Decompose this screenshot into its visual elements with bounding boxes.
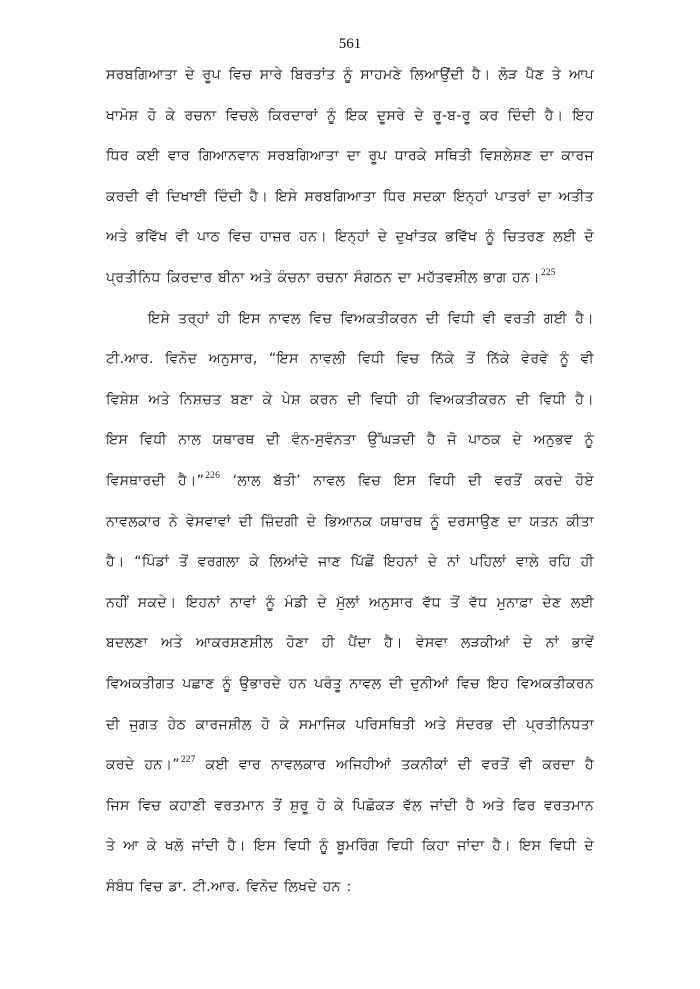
word: ਦਾ xyxy=(507,513,522,530)
word: ਨੇ xyxy=(168,513,178,530)
word: ਦੀ xyxy=(238,513,253,530)
word: ਦਿਖਾਈ xyxy=(166,188,208,205)
word: ਵਿਸ਼ਲੇਸ਼ਣ xyxy=(479,148,532,165)
word: ਕਿਹਾ xyxy=(421,838,450,855)
word: ਹੋਏ xyxy=(575,472,594,489)
word: ਕਰ xyxy=(479,107,499,124)
word: ਵਿਚ xyxy=(357,472,382,489)
word: ਵਾਰ xyxy=(167,148,191,165)
word: ਕੇ xyxy=(262,391,273,408)
word: ਆ xyxy=(123,838,139,855)
word: ਨੂੰ xyxy=(584,432,594,449)
word: ਵਿਧੀ xyxy=(284,838,312,855)
word: ਅਨੁਸਾਰ, xyxy=(208,351,258,368)
word: ਵਿਚ xyxy=(228,67,252,83)
word: ਵੱਲ xyxy=(403,797,422,814)
word: ਇਹ xyxy=(487,675,509,692)
word: ਰੂਪ xyxy=(368,148,387,165)
word: ਭਿਆਨਕ xyxy=(324,513,373,530)
word: ਕੇ xyxy=(165,107,176,124)
word: ਇਹਨਾਂ xyxy=(186,594,221,611)
word: ਕਰਨ xyxy=(310,391,338,408)
word: ਵੀ xyxy=(482,310,497,327)
word: ਪਰੰਤੂ xyxy=(314,675,342,692)
footnote-ref[interactable]: 226 xyxy=(205,470,221,481)
word: ਕਈ xyxy=(136,148,160,165)
word: ਹੈ। xyxy=(575,310,594,327)
word: ਦੇ xyxy=(306,513,317,530)
word: ਵਿਅਕਤੀਕਰਨ xyxy=(429,391,507,408)
text-line xyxy=(106,225,594,266)
word: ਦੀ xyxy=(515,391,530,408)
word: ਨਾਵਲਕਾਰ xyxy=(271,757,327,774)
word: ਹੋ xyxy=(147,107,157,124)
word: ਵਿਧੀ xyxy=(357,351,385,368)
text-line xyxy=(106,469,594,510)
word: ਦੁਨੀਆਂ xyxy=(410,675,450,692)
word: “ਇਸ xyxy=(268,351,299,368)
text-line xyxy=(106,631,594,672)
word: ਲੜਕੀਆਂ xyxy=(460,635,510,652)
text-line xyxy=(106,875,594,916)
word: ਮੰਡੀ xyxy=(284,594,308,611)
word: ਤੋਂ xyxy=(465,351,475,368)
word: ਨੂੰ xyxy=(319,838,329,855)
word: ਤਕਨੀਕਾਂ xyxy=(401,757,448,774)
word: ਦੇ xyxy=(512,432,523,449)
word: ਅਤੇ xyxy=(424,716,447,733)
word: ਵਿਅਕਤੀਕਰਨ xyxy=(516,675,594,692)
word: ਆਪ xyxy=(568,67,594,83)
word: ਬਦਲਣਾ xyxy=(106,635,148,652)
word: ਵੇਰਵੇ xyxy=(521,351,549,368)
word: ਬੂਮਰਿੰਗ xyxy=(336,838,379,855)
word: ਮੁਨਾਫ਼ਾ xyxy=(496,594,533,611)
word: ਵਰਤੀ xyxy=(504,310,536,327)
word: ਵਿਸ਼ੇਸ਼ xyxy=(106,391,139,408)
text-line xyxy=(106,591,594,632)
word: ਨੂੰ xyxy=(326,107,337,124)
word: ਕਰਦੇ xyxy=(106,757,135,774)
word: ਕਾਰਜਸ਼ੀਲ xyxy=(195,716,252,733)
word: ਧਿਰ xyxy=(383,188,406,205)
word: ਇਸ xyxy=(238,310,261,327)
word: ਨਿਸ਼ਚਤ xyxy=(179,391,222,408)
word: ਵੀ xyxy=(519,757,533,774)
word: ਕੇ xyxy=(249,554,260,571)
word: ਬਣਾ xyxy=(230,391,254,408)
word: ਦੇਣ xyxy=(542,594,562,611)
text-line xyxy=(106,672,594,713)
word: ਲਿਆਂਦੇ xyxy=(268,554,309,571)
word: ਜਾਂਦੀ xyxy=(430,797,458,814)
word: ਕੇ xyxy=(333,797,344,814)
word: ਦੇ xyxy=(414,107,424,124)
page-number: 561 xyxy=(338,36,362,52)
word: ਖਲੋ xyxy=(164,838,184,855)
word: ਨਿੱਕੇ xyxy=(430,351,455,368)
word: ਹੈ। xyxy=(249,188,269,205)
word: ਤੋਂ xyxy=(178,554,189,571)
text-line xyxy=(106,104,594,145)
word: ਲਈ xyxy=(570,594,594,611)
text-line xyxy=(106,144,594,185)
word: ਹੋਣਾ xyxy=(286,635,309,652)
word: ਕੇ xyxy=(146,838,157,855)
text-line xyxy=(106,753,594,794)
word: ਦੂਸਰੇ xyxy=(376,107,406,124)
word: ਦੀ xyxy=(468,472,482,489)
word: ਸਰਬਗਿਆਤਾ xyxy=(304,188,376,205)
text-line xyxy=(106,428,594,469)
word: ਵਾਲੇ xyxy=(516,554,539,571)
word: ਰਹਿ xyxy=(548,554,572,571)
word: ਹੋ xyxy=(316,797,326,814)
word: ਬਿਰਤਾਂਤ xyxy=(290,67,336,83)
word: ਵਿਧੀ xyxy=(428,472,456,489)
word: ਚਿਤਰਣ xyxy=(502,229,545,246)
word: ਨਾਵਲ xyxy=(349,675,382,692)
word: ਧਿਰ xyxy=(106,148,129,165)
word: ਲੋੜ xyxy=(498,67,518,83)
word: ਨਾਵਲ xyxy=(268,310,301,327)
word: ਲਿਆਉਂਦੀ xyxy=(409,67,465,83)
word: ਇਸ xyxy=(106,432,129,449)
word: ਵਰਤਮਾਨ xyxy=(543,797,594,814)
word: ਤਰ੍ਹਾਂ xyxy=(178,310,210,327)
word: ਦੋ xyxy=(584,229,594,246)
word: ਪਿੱਛੋਂ xyxy=(350,554,375,571)
word: ਨੂੰ xyxy=(559,351,570,368)
word: ਹਾਜ਼ਰ xyxy=(259,229,292,246)
word: ਇਸ xyxy=(253,838,277,855)
word: ਨਹੀਂ xyxy=(106,594,129,611)
word: ਵੱਧ xyxy=(469,594,488,611)
word: ਹੈ। xyxy=(544,107,564,124)
word: ਯਤਨ xyxy=(529,513,559,530)
word: ਇਸੇ xyxy=(148,310,171,327)
word: ਵਿਚ xyxy=(456,675,480,692)
word: ਵਿਧੀ xyxy=(370,391,398,408)
word: ਕੀਤਾ xyxy=(566,513,594,530)
word: ਵਿਅਕਤੀਗਤ xyxy=(106,675,175,692)
word: ਵਰਤਮਾਨ xyxy=(214,797,265,814)
word: ਦੀ xyxy=(266,432,281,449)
word: ਬੱਤੀ’ xyxy=(273,472,301,489)
word: ਇਸ xyxy=(519,838,542,855)
word: ਦੇ xyxy=(523,635,533,652)
word: ਇਸੇ xyxy=(275,188,298,205)
word: ਕਿਰਦਾਰਾਂ xyxy=(267,107,318,124)
word: ਅਤੇ xyxy=(161,635,183,652)
word: ਅਤੇ xyxy=(148,391,170,408)
word: ਦੇ xyxy=(377,229,388,246)
word: ਪਾਠ xyxy=(197,229,221,246)
text-line xyxy=(106,834,594,875)
word: ਹਨ xyxy=(288,675,307,692)
word: ਦੇ xyxy=(317,594,327,611)
word: ਆਕਰਸ਼ਣਸ਼ੀਲ xyxy=(195,635,274,652)
text-line xyxy=(106,550,594,591)
word: ਰੂਪ xyxy=(202,67,221,83)
word: ਵਿਅਕਤੀਕਰਨ xyxy=(340,310,418,327)
word: ਪ੍ਰਤੀਨਿਧਤਾ xyxy=(525,716,594,733)
word: ਪਾਠਕ xyxy=(468,432,502,449)
word: ਜੁਗਤ xyxy=(129,716,159,733)
word: ਇਸ xyxy=(393,472,416,489)
word: ਵਿਚ xyxy=(228,229,252,246)
word: ਵਿਧੀ xyxy=(386,838,414,855)
word: ਤੋਂ xyxy=(272,797,282,814)
word: ਹੀ xyxy=(217,310,231,327)
word: ਨਾਂ xyxy=(447,554,461,571)
word: ਪਰਿਸਥਿਤੀ xyxy=(355,716,416,733)
body-text xyxy=(106,63,594,915)
word: ਵੇਸਵਾ xyxy=(415,635,448,652)
word: ਸਾਰੇ xyxy=(259,67,283,83)
text-line xyxy=(106,510,594,551)
word: ਵਿਚ xyxy=(396,351,420,368)
word: ਕਹਾਣੀ xyxy=(169,797,207,814)
word: ਤੋਂ xyxy=(450,594,460,611)
text-line xyxy=(106,388,594,429)
word: ਵਰਗਲਾ xyxy=(197,554,240,571)
word: ਅਤੇ xyxy=(106,229,128,246)
word: ਹੀ xyxy=(406,391,420,408)
word: ਦੁਖਾਂਤਕ xyxy=(395,229,438,246)
word: ਹੈ xyxy=(465,797,475,814)
word: ਅਜਿਹੀਆਂ xyxy=(336,757,392,774)
word: ਹੈ।”$^{226}$ xyxy=(177,470,221,489)
word: ਜਾਂਦਾ xyxy=(457,838,485,855)
word: ਵਿਧੀ xyxy=(538,391,567,408)
text-line xyxy=(106,185,594,226)
word: ਵੰਨ-ਸੁਵੰਨਤਾ xyxy=(291,432,357,449)
word: ਖਾਮੋਸ਼ xyxy=(106,107,139,124)
word: ਹੈ xyxy=(584,757,594,774)
text-line xyxy=(106,266,594,307)
word: ਹਨ।”$^{227}$ xyxy=(144,755,196,774)
word: ਸਰਬਗਿਆਤਾ xyxy=(106,67,178,83)
word: ਪਹਿਲਾਂ xyxy=(469,554,507,571)
word: ਹੈ। xyxy=(106,554,125,571)
word: ਰਚਨਾ xyxy=(184,107,217,124)
word: ਪੈਣ xyxy=(525,67,545,83)
word: ਪੇਸ਼ xyxy=(281,391,301,408)
word: ਜੋ xyxy=(447,432,457,449)
text-line xyxy=(106,63,594,104)
word: ਹੀ xyxy=(321,635,335,652)
word: ਵਿਚ xyxy=(137,797,162,814)
word: ਇਕ xyxy=(345,107,368,124)
word: ਅਤੇ xyxy=(482,797,505,814)
word: ਸਮਾਜਿਕ xyxy=(298,716,347,733)
word: ਹੀ xyxy=(580,554,594,571)
word: ਨਾਵਾਂ xyxy=(229,594,257,611)
word: ਉਭਾਰਦੇ xyxy=(239,675,282,692)
word: ਹੈ। xyxy=(575,391,594,408)
word: ਯਥਾਰਥ xyxy=(212,432,255,449)
word: ਹੈ। xyxy=(384,635,403,652)
word: ਦਿੰਦੀ xyxy=(507,107,536,124)
word: ਧਾਰਕੇ xyxy=(394,148,427,165)
word: ਨੂੰ xyxy=(222,675,232,692)
word: ਵੱਧ xyxy=(422,594,441,611)
footnote-ref[interactable]: 225 xyxy=(540,267,556,278)
word: ਨਾਲ xyxy=(178,432,202,449)
word: ਦੇ xyxy=(185,67,195,83)
word: ਕਰਦੀ xyxy=(106,188,139,205)
word: ਵੀ xyxy=(580,351,594,368)
word: ਵੀ xyxy=(145,188,160,205)
word: ਇਨ੍ਹਾਂ xyxy=(335,229,370,246)
word: ਦੇ xyxy=(427,554,438,571)
word: ਤੇ xyxy=(551,67,562,83)
line-text: ਪ੍ਰਤੀਨਿਧ ਕਿਰਦਾਰ ਬੀਨਾ ਅਤੇ ਕੰਚਨਾ ਰਚਨਾ ਸੰਗਠਨ ਦਾ ਮਹੱਤਵਸ਼ੀਲ ਭਾਗ ਹਨ। xyxy=(106,269,540,286)
word: ਨਾਵਲੀ xyxy=(310,351,347,368)
word: ਦਾ xyxy=(346,148,361,165)
word: ਤੇ xyxy=(106,838,116,855)
word: ਫਿਰ xyxy=(512,797,536,814)
word: ‘ਲਾਲ xyxy=(232,472,261,489)
word: ਭਵਿੱਖ xyxy=(445,229,478,246)
word: ਵੀ xyxy=(175,229,190,246)
word: ਦੀ xyxy=(347,391,362,408)
word: ਪਛਾਣ xyxy=(182,675,215,692)
footnote-ref[interactable]: 227 xyxy=(180,755,196,766)
word: ਉੱਘੜਦੀ xyxy=(367,432,416,449)
word: ਨੂੰ xyxy=(343,67,353,83)
word: ਜਾਂਦੀ xyxy=(191,838,220,855)
word: ਗਿਆਨਵਾਨ xyxy=(198,148,260,165)
word: ਨੂੰ xyxy=(265,594,276,611)
word: ਵਾਰ xyxy=(238,757,262,774)
word: ਸੰਦਰਭ xyxy=(456,716,494,733)
word: ਰੂ-ਬ-ਰੂ xyxy=(432,107,471,124)
text-line xyxy=(106,347,594,388)
word: ਦਾ xyxy=(537,188,552,205)
word: ਸਦਕਾ xyxy=(412,188,447,205)
word: ਭਾਵੇਂ xyxy=(571,635,594,652)
word: ਜ਼ਿੰਦਗੀ xyxy=(260,513,299,530)
word: ਨੂੰ xyxy=(430,513,440,530)
word: ਨੂੰ xyxy=(485,229,495,246)
word: ਦੀ xyxy=(502,716,517,733)
word: ਦੇ xyxy=(584,838,594,855)
word: ਨਿੱਕੇ xyxy=(486,351,510,368)
word: ਵਰਤੋਂ xyxy=(481,757,509,774)
word: ਵਿਨੋਦ xyxy=(164,351,198,368)
word: ਹੋ xyxy=(261,716,271,733)
word: ਵਿਧੀ xyxy=(447,310,475,327)
text-line xyxy=(106,713,594,754)
word: ਕਰਦੇ xyxy=(534,472,563,489)
word: ਜਾਣ xyxy=(318,554,342,571)
word: ਹੈ। xyxy=(471,67,491,83)
word: ਸਕਦੇ। xyxy=(137,594,177,611)
text-line xyxy=(106,307,594,348)
word: ਹੇਠ xyxy=(167,716,187,733)
word: ਹਨ। xyxy=(299,229,327,246)
word: ਕਾਰਜ xyxy=(561,148,594,165)
word: ਦੀ xyxy=(106,716,120,733)
word: ਦੀ xyxy=(457,757,472,774)
word: ਪੈਂਦਾ xyxy=(348,635,372,652)
word: ਦਰਸਾਉਣ xyxy=(447,513,500,530)
word: ਵਿਧੀ xyxy=(139,432,167,449)
word: ਦਿੰਦੀ xyxy=(214,188,243,205)
word: ਦਾ xyxy=(539,148,554,165)
word: ਹੈ xyxy=(426,432,436,449)
word: ਯਥਾਰਥ xyxy=(380,513,423,530)
word: ਇਨ੍ਹਾਂ xyxy=(453,188,488,205)
word: ਕਰਦਾ xyxy=(542,757,575,774)
word: ਸਾਹਮਣੇ xyxy=(360,67,402,83)
word: ਹੈ। xyxy=(227,838,246,855)
word: ਟੀ.ਆਰ. xyxy=(106,351,154,368)
word: ਲਈ xyxy=(553,229,577,246)
word: ਕਈ xyxy=(205,757,229,774)
word: ਸਰਬਗਿਆਤਾ xyxy=(267,148,339,165)
word: ਦੀ xyxy=(425,310,440,327)
word: ਵਰਤੋਂ xyxy=(494,472,522,489)
word: ਪਿਛੋਕੜ xyxy=(352,797,395,814)
word: ਵਿਧੀ xyxy=(549,838,577,855)
word: ਅਤੀਤ xyxy=(558,188,594,205)
word: ਨਾਵਲਕਾਰ xyxy=(106,513,161,530)
word: ਸਥਿਤੀ xyxy=(434,148,472,165)
word: ਇਹਨਾਂ xyxy=(383,554,419,571)
word: ਵੇਸਵਾਵਾਂ xyxy=(185,513,231,530)
word: ਕੇ xyxy=(279,716,290,733)
word: ਇਹ xyxy=(572,107,594,124)
word: ਨਾਵਲ xyxy=(313,472,346,489)
word: ਵਿਚ xyxy=(308,310,333,327)
word: ਗਈ xyxy=(543,310,568,327)
word: ਨਾਂ xyxy=(545,635,559,652)
word: ਭਵਿੱਖ xyxy=(135,229,168,246)
word: ਵਿਚਲੇ xyxy=(225,107,259,124)
word: ਅਨੁਭਵ xyxy=(533,432,574,449)
word: ਜਿਸ xyxy=(106,797,130,814)
word: ਵਿਸਥਾਰਦੀ xyxy=(106,472,166,489)
word: ਸ਼ੁਰੂ xyxy=(290,797,309,814)
word: “ਪਿੰਡਾਂ xyxy=(134,554,170,571)
word: ਹੈ। xyxy=(492,838,512,855)
word: ਅਨੁਸਾਰ xyxy=(369,594,414,611)
word: ਪਾਤਰਾਂ xyxy=(494,188,531,205)
text-line xyxy=(106,794,594,835)
line-text: ਸੰਬੰਧ ਵਿਚ ਡਾ. ਟੀ.ਆਰ. ਵਿਨੋਦ ਲਿਖਦੇ ਹਨ : xyxy=(106,878,352,895)
word: ਦੀ xyxy=(389,675,403,692)
word: ਮੁੱਲਾਂ xyxy=(336,594,360,611)
